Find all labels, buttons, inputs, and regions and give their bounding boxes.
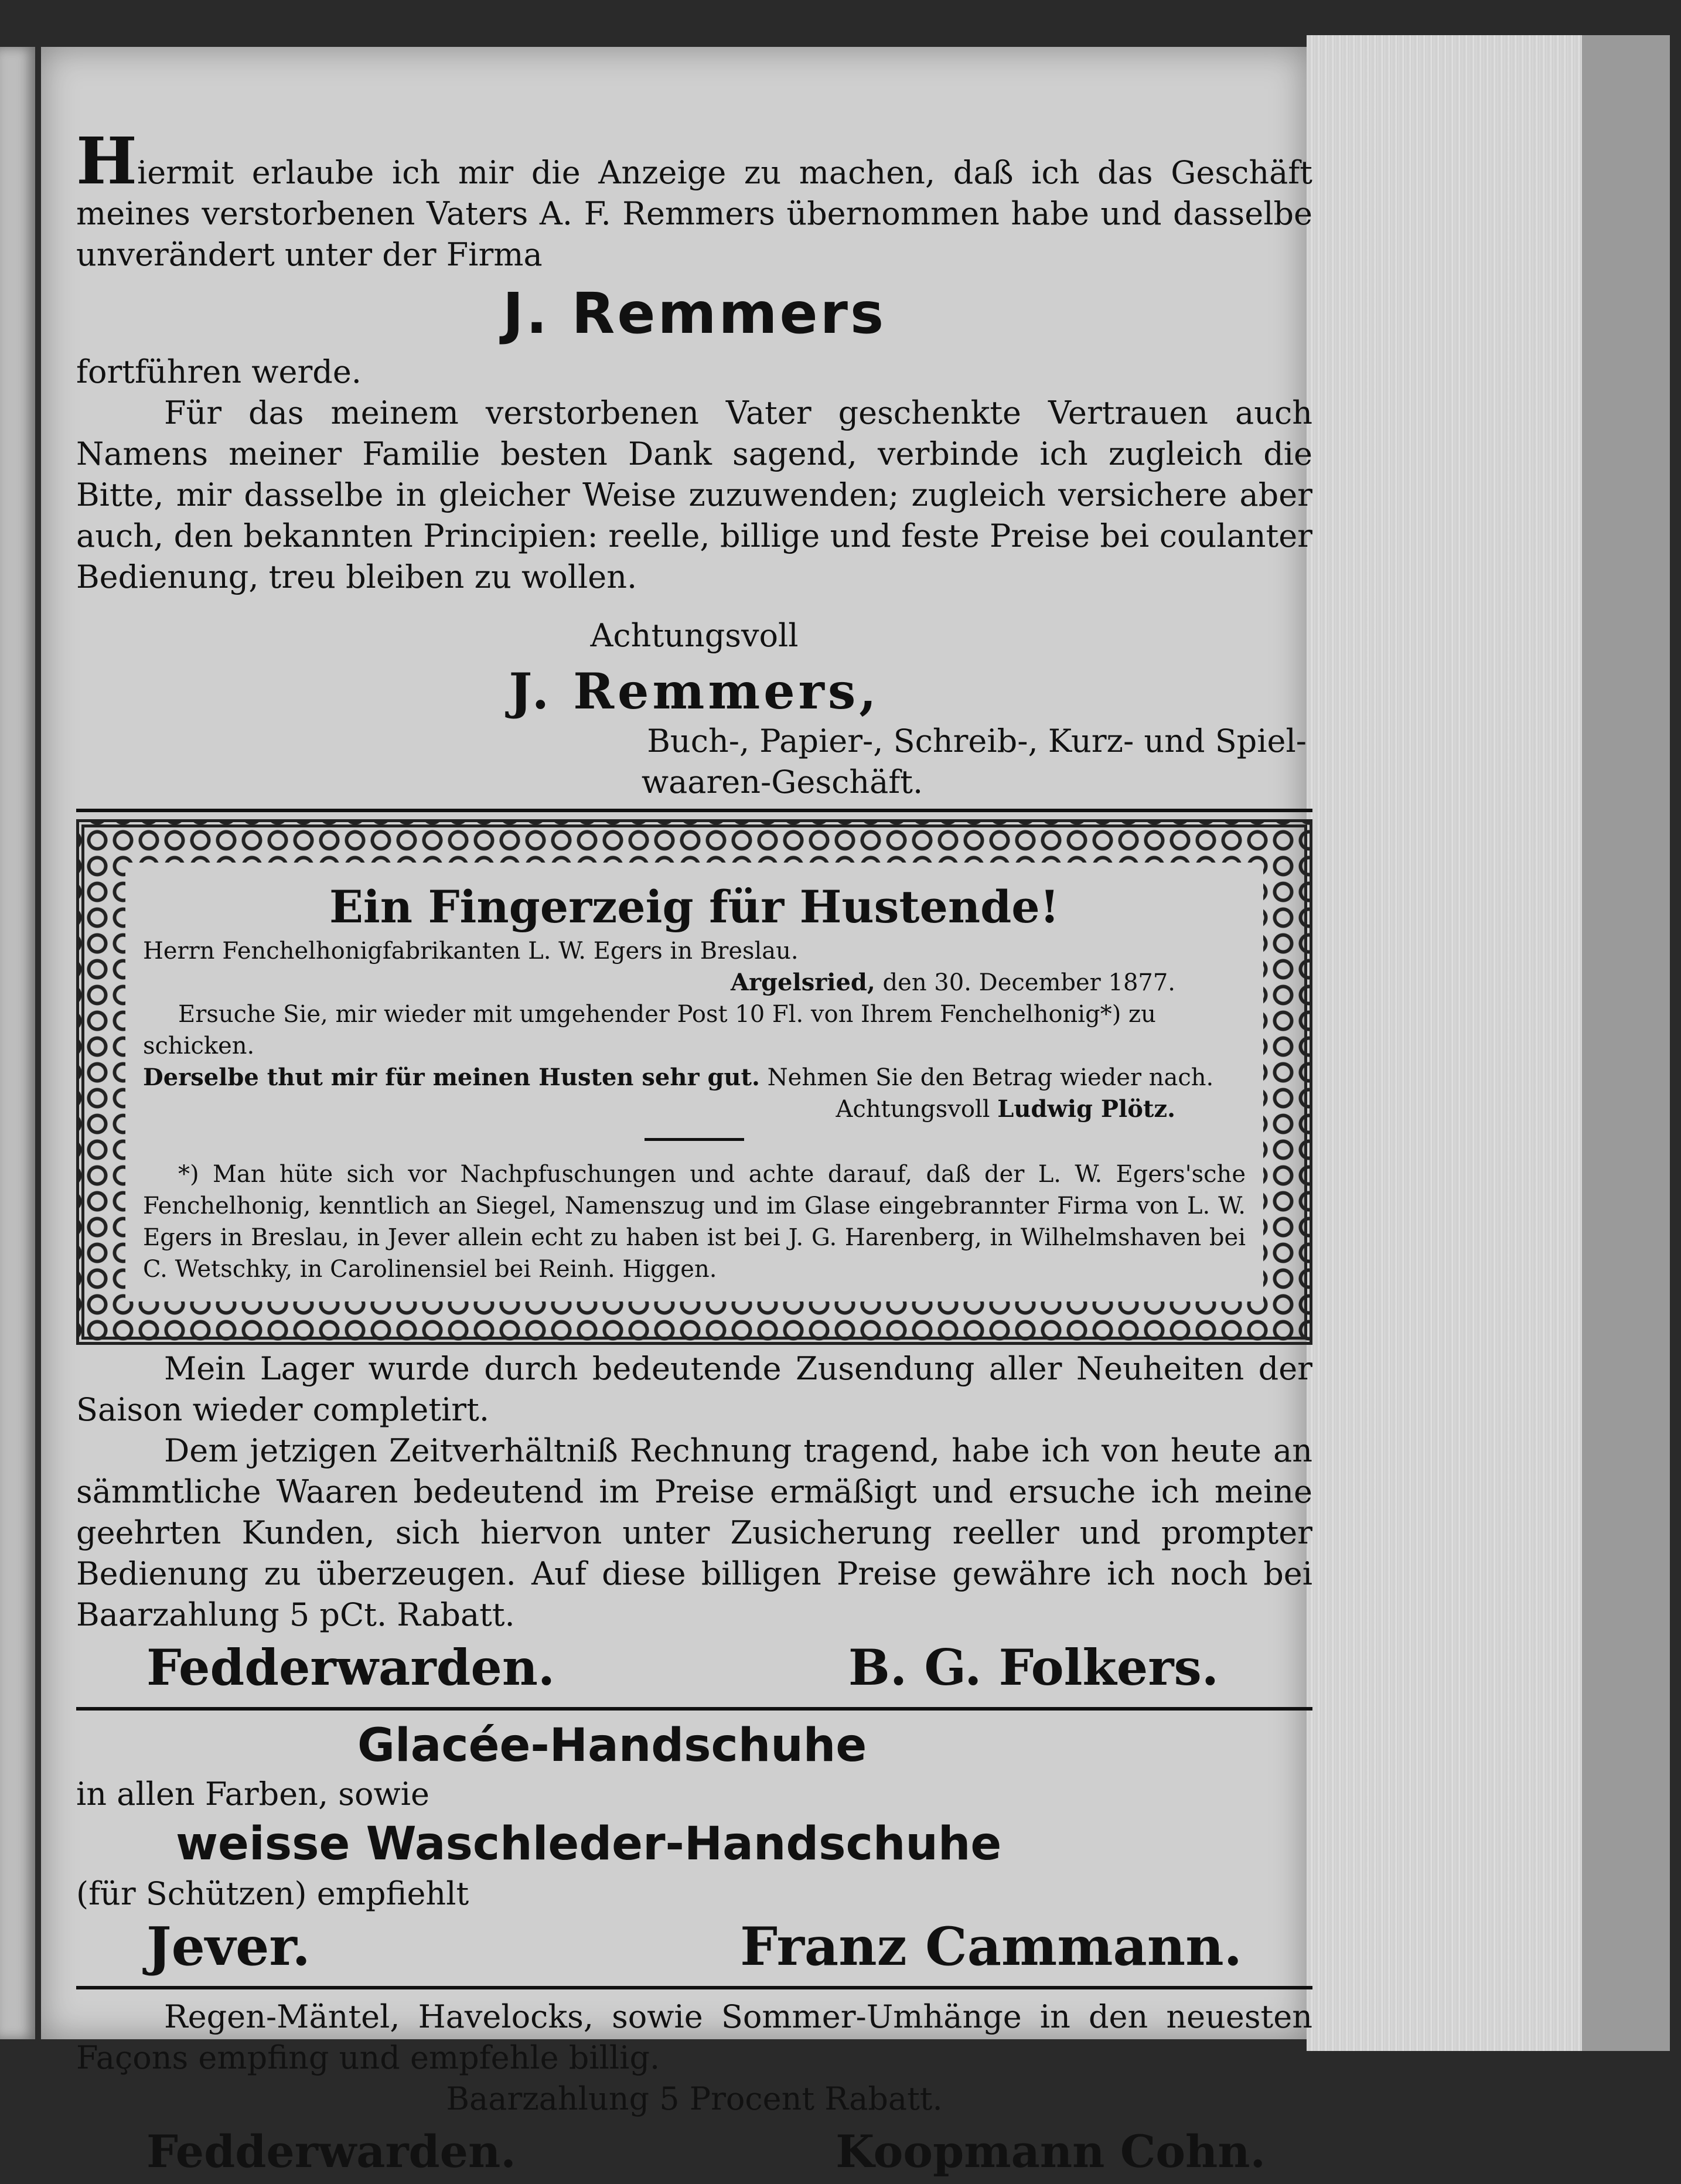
after-firm-text: fortführen werde.: [76, 353, 362, 390]
cohn-place: Fedderwarden.: [146, 2125, 516, 2178]
separator-rule-3: [76, 1986, 1312, 1989]
egers-closing: [143, 1093, 1246, 1125]
page-content: [76, 123, 1312, 2184]
business-line-2: waaren-Geschäft.: [641, 764, 923, 800]
closing-achtungsvoll: Achtungsvoll: [590, 617, 799, 654]
drop-cap: H: [76, 123, 137, 199]
egers-signer: Ludwig Plötz.: [997, 1095, 1175, 1123]
separator-rule: [76, 809, 1312, 812]
previous-page-edge: [0, 47, 35, 2039]
egers-divider: [645, 1138, 744, 1141]
business-line-1: Buch-, Papier-, Schreib-, Kurz- und Spiel-: [647, 723, 1307, 759]
cohn-discount: Baarzahlung 5 Procent Rabatt.: [446, 2080, 943, 2117]
egers-dateline-date: den 30. December 1877.: [882, 969, 1175, 996]
egers-body-2-rest: Nehmen Sie den Betrag wieder nach.: [767, 1064, 1214, 1091]
cammann-place: Jever.: [146, 1916, 311, 1978]
egers-ad-inner: [125, 863, 1263, 1301]
egers-framed-ad: [76, 819, 1312, 1345]
intro-paragraph: [76, 123, 1312, 275]
folkers-signature-line: [76, 1636, 1312, 1700]
cohn-ad: [76, 1996, 1312, 2184]
cohn-name: Koopmann Cohn.: [836, 2125, 1266, 2178]
egers-body-2: [143, 1062, 1246, 1093]
cammann-ad: [76, 1718, 1312, 1979]
cammann-headline-1: Glacée-Handschuhe: [357, 1719, 867, 1772]
cohn-text: Regen-Mäntel, Havelocks, sowie Sommer-Umhänge in den neuesten Façons empfing und empfehle billig.: [76, 1998, 1312, 2076]
firm-name: J. Remmers: [502, 281, 886, 346]
cammann-line-2: in allen Farben, sowie: [76, 1776, 429, 1812]
intro-text: iermit erlaube ich mir die Anzeige zu machen, daß ich das Geschäft meines verstorbenen Vaters A. F. Remmers übernommen habe und dasselbe unverändert unter der Firma: [76, 154, 1312, 273]
cammann-line-4: (für Schützen) empfiehlt: [76, 1875, 469, 1912]
cohn-signature-line: [76, 2120, 1312, 2184]
egers-body-1: Ersuche Sie, mir wieder mit umgehender Post 10 Fl. von Ihrem Fenchelhonig*) zu schicken.: [143, 1001, 1156, 1059]
newspaper-page: [41, 47, 1312, 2178]
folkers-place: Fedderwarden.: [146, 1638, 555, 1696]
cammann-headline-2: weisse Waschleder-Handschuhe: [176, 1818, 1002, 1870]
egers-title: Ein Fingerzeig für Hustende!: [329, 881, 1059, 933]
separator-rule-2: [76, 1707, 1312, 1711]
book-cover: [1582, 35, 1670, 2051]
remmers-signature: J. Remmers,: [509, 662, 880, 720]
folkers-ad: [76, 1348, 1312, 1700]
egers-closing-text: Achtungsvoll: [836, 1096, 990, 1123]
egers-addressee: Herrn Fenchelhonigfabrikanten L. W. Egers in Breslau.: [143, 938, 799, 965]
cammann-signature-line: [76, 1914, 1312, 1979]
egers-body-2-bold: Derselbe thut mir für meinen Husten sehr gut.: [143, 1064, 760, 1091]
folkers-name: B. G. Folkers.: [848, 1638, 1219, 1696]
cammann-name: Franz Cammann.: [740, 1916, 1242, 1978]
remmers-announcement: [76, 123, 1312, 803]
egers-dateline: [143, 967, 1246, 999]
folkers-paragraph-2: Dem jetzigen Zeitverhältniß Rechnung tragend, habe ich von heute an sämmtliche Waaren bedeutend im Preise ermäßigt und ersuche ich meine geehrten Kunden, sich hiervon unter Zusicherung reeller und prompter Bedienung zu überzeugen. Auf diese billigen Preise gewähre ich noch bei Baarzahlung 5 pCt. Rabatt.: [76, 1432, 1312, 1633]
folkers-paragraph-1: Mein Lager wurde durch bedeutende Zusendung aller Neuheiten der Saison wieder completirt.: [76, 1350, 1312, 1428]
egers-footnote: *) Man hüte sich vor Nachpfuschungen und achte darauf, daß der L. W. Egers'sche Fenchelhonig, kenntlich an Siegel, Namenszug und im Glase eingebrannter Firma von L. W. Egers in Breslau, in Jever allein echt zu haben ist bei J. G. Harenberg, in Wilhelmshaven bei C. Wetschky, in Carolinensiel bei Reinh. Higgen.: [143, 1161, 1246, 1283]
gratitude-paragraph: Für das meinem verstorbenen Vater geschenkte Vertrauen auch Namens meiner Familie besten Dank sagend, verbinde ich zugleich die Bitte, mir dasselbe in gleicher Weise zuzuwenden; zugleich versichere aber auch, den bekannten Principien: reelle, billige und feste Preise bei coulanter Bedienung, treu bleiben zu wollen.: [76, 394, 1312, 595]
egers-dateline-place: Argelsried,: [730, 969, 875, 996]
